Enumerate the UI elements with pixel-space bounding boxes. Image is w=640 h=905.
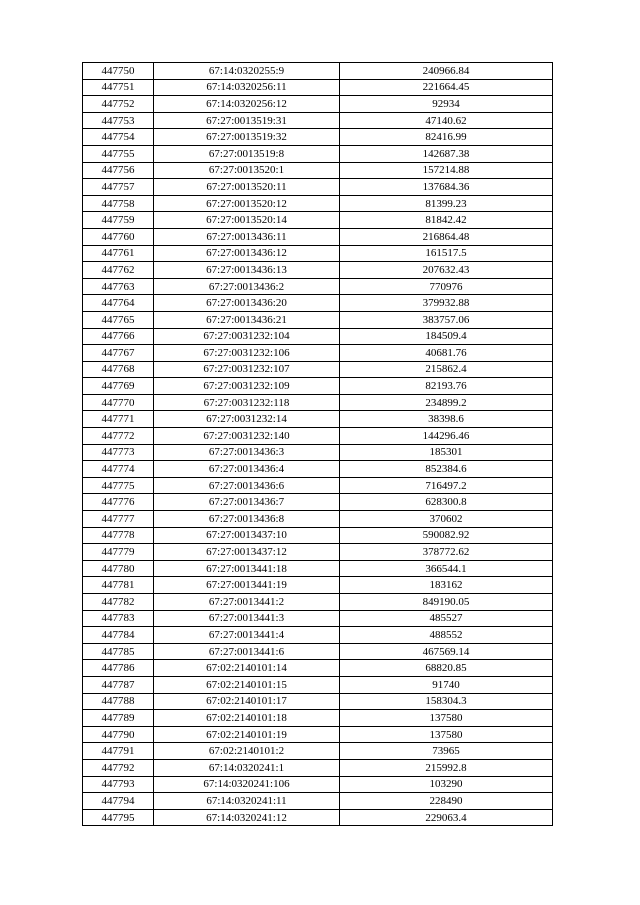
table-row (83, 179, 553, 196)
cadastral-number-cell: 67:14:0320241:1 (154, 759, 340, 776)
row-id-cell: 447765 (83, 311, 154, 328)
table-row (83, 511, 553, 528)
cadastral-number-cell: 67:27:0013436:7 (154, 494, 340, 511)
cadastral-number-cell: 67:02:2140101:14 (154, 660, 340, 677)
cadastral-number-cell: 67:27:0031232:118 (154, 394, 340, 411)
cadastral-number-cell: 67:02:2140101:17 (154, 693, 340, 710)
value-cell: 38398.6 (340, 411, 553, 428)
value-cell: 716497.2 (340, 477, 553, 494)
value-cell: 485527 (340, 610, 553, 627)
row-id-cell: 447757 (83, 179, 154, 196)
cadastral-number-cell: 67:27:0013436:12 (154, 245, 340, 262)
cadastral-number-cell: 67:27:0031232:14 (154, 411, 340, 428)
value-cell: 207632.43 (340, 262, 553, 279)
row-id-cell: 447793 (83, 776, 154, 793)
value-cell: 216864.48 (340, 228, 553, 245)
value-cell: 103290 (340, 776, 553, 793)
row-id-cell: 447760 (83, 228, 154, 245)
table-row (83, 262, 553, 279)
cadastral-number-cell: 67:27:0013520:14 (154, 212, 340, 229)
value-cell: 47140.62 (340, 112, 553, 129)
value-cell: 137684.36 (340, 179, 553, 196)
table-row (83, 743, 553, 760)
table-row (83, 759, 553, 776)
row-id-cell: 447792 (83, 759, 154, 776)
cadastral-number-cell: 67:14:0320241:106 (154, 776, 340, 793)
value-cell: 183162 (340, 577, 553, 594)
cadastral-number-cell: 67:14:0320256:12 (154, 96, 340, 113)
row-id-cell: 447778 (83, 527, 154, 544)
row-id-cell: 447755 (83, 145, 154, 162)
table-row (83, 544, 553, 561)
value-cell: 770976 (340, 278, 553, 295)
row-id-cell: 447759 (83, 212, 154, 229)
row-id-cell: 447753 (83, 112, 154, 129)
value-cell: 81399.23 (340, 195, 553, 212)
table-row (83, 494, 553, 511)
table-row (83, 461, 553, 478)
table-row (83, 361, 553, 378)
table-row (83, 328, 553, 345)
value-cell: 73965 (340, 743, 553, 760)
value-cell: 378772.62 (340, 544, 553, 561)
table-row (83, 726, 553, 743)
value-cell: 852384.6 (340, 461, 553, 478)
value-cell: 185301 (340, 444, 553, 461)
cadastral-number-cell: 67:02:2140101:18 (154, 710, 340, 727)
value-cell: 81842.42 (340, 212, 553, 229)
row-id-cell: 447769 (83, 378, 154, 395)
value-cell: 82193.76 (340, 378, 553, 395)
row-id-cell: 447768 (83, 361, 154, 378)
cadastral-number-cell: 67:27:0013436:21 (154, 311, 340, 328)
value-cell: 590082.92 (340, 527, 553, 544)
cadastral-number-cell: 67:27:0013436:13 (154, 262, 340, 279)
cadastral-number-cell: 67:27:0013436:2 (154, 278, 340, 295)
value-cell: 849190.05 (340, 594, 553, 611)
row-id-cell: 447794 (83, 793, 154, 810)
table-row (83, 245, 553, 262)
value-cell: 628300.8 (340, 494, 553, 511)
row-id-cell: 447779 (83, 544, 154, 561)
row-id-cell: 447786 (83, 660, 154, 677)
row-id-cell: 447762 (83, 262, 154, 279)
table-row (83, 96, 553, 113)
value-cell: 383757.06 (340, 311, 553, 328)
row-id-cell: 447790 (83, 726, 154, 743)
value-cell: 91740 (340, 676, 553, 693)
value-cell: 184509.4 (340, 328, 553, 345)
value-cell: 215992.8 (340, 759, 553, 776)
row-id-cell: 447750 (83, 63, 154, 80)
row-id-cell: 447764 (83, 295, 154, 312)
cadastral-number-cell: 67:27:0031232:109 (154, 378, 340, 395)
cadastral-number-cell: 67:02:2140101:2 (154, 743, 340, 760)
table-row (83, 63, 553, 80)
cadastral-number-cell: 67:27:0013441:6 (154, 643, 340, 660)
value-cell: 82416.99 (340, 129, 553, 146)
row-id-cell: 447782 (83, 594, 154, 611)
cadastral-number-cell: 67:14:0320241:12 (154, 809, 340, 826)
row-id-cell: 447754 (83, 129, 154, 146)
data-table (82, 62, 553, 826)
cadastral-number-cell: 67:27:0031232:106 (154, 345, 340, 362)
row-id-cell: 447761 (83, 245, 154, 262)
value-cell: 161517.5 (340, 245, 553, 262)
table-row (83, 577, 553, 594)
value-cell: 142687.38 (340, 145, 553, 162)
table-row (83, 145, 553, 162)
cadastral-number-cell: 67:27:0013436:3 (154, 444, 340, 461)
table-row (83, 228, 553, 245)
cadastral-number-cell: 67:27:0013436:4 (154, 461, 340, 478)
row-id-cell: 447756 (83, 162, 154, 179)
value-cell: 240966.84 (340, 63, 553, 80)
value-cell: 158304.3 (340, 693, 553, 710)
cadastral-number-cell: 67:27:0013436:20 (154, 295, 340, 312)
table-row (83, 643, 553, 660)
row-id-cell: 447767 (83, 345, 154, 362)
table-body (83, 63, 553, 826)
table-row (83, 444, 553, 461)
value-cell: 366544.1 (340, 560, 553, 577)
cadastral-number-cell: 67:27:0013436:11 (154, 228, 340, 245)
value-cell: 228490 (340, 793, 553, 810)
value-cell: 144296.46 (340, 428, 553, 445)
row-id-cell: 447772 (83, 428, 154, 445)
cadastral-number-cell: 67:27:0013436:6 (154, 477, 340, 494)
table-row (83, 428, 553, 445)
cadastral-number-cell: 67:27:0013520:1 (154, 162, 340, 179)
value-cell: 221664.45 (340, 79, 553, 96)
table-row (83, 660, 553, 677)
value-cell: 137580 (340, 726, 553, 743)
cadastral-number-cell: 67:14:0320241:11 (154, 793, 340, 810)
cadastral-number-cell: 67:27:0013519:8 (154, 145, 340, 162)
value-cell: 370602 (340, 511, 553, 528)
table-row (83, 809, 553, 826)
row-id-cell: 447777 (83, 511, 154, 528)
row-id-cell: 447788 (83, 693, 154, 710)
row-id-cell: 447787 (83, 676, 154, 693)
value-cell: 40681.76 (340, 345, 553, 362)
table-row (83, 560, 553, 577)
value-cell: 157214.88 (340, 162, 553, 179)
value-cell: 215862.4 (340, 361, 553, 378)
table-row (83, 610, 553, 627)
table-row (83, 378, 553, 395)
table-row (83, 295, 553, 312)
value-cell: 92934 (340, 96, 553, 113)
table-row (83, 311, 553, 328)
cadastral-number-cell: 67:02:2140101:19 (154, 726, 340, 743)
row-id-cell: 447784 (83, 627, 154, 644)
table-row (83, 129, 553, 146)
row-id-cell: 447795 (83, 809, 154, 826)
row-id-cell: 447780 (83, 560, 154, 577)
cadastral-number-cell: 67:27:0013436:8 (154, 511, 340, 528)
table-row (83, 112, 553, 129)
cadastral-number-cell: 67:27:0013519:32 (154, 129, 340, 146)
cadastral-number-cell: 67:27:0013437:10 (154, 527, 340, 544)
row-id-cell: 447773 (83, 444, 154, 461)
cadastral-number-cell: 67:27:0013519:31 (154, 112, 340, 129)
cadastral-number-cell: 67:14:0320255:9 (154, 63, 340, 80)
cadastral-number-cell: 67:27:0013437:12 (154, 544, 340, 561)
table-row (83, 527, 553, 544)
cadastral-number-cell: 67:27:0031232:140 (154, 428, 340, 445)
row-id-cell: 447758 (83, 195, 154, 212)
table-row (83, 278, 553, 295)
value-cell: 68820.85 (340, 660, 553, 677)
table-row (83, 477, 553, 494)
row-id-cell: 447789 (83, 710, 154, 727)
cadastral-number-cell: 67:27:0013441:18 (154, 560, 340, 577)
cadastral-number-cell: 67:14:0320256:11 (154, 79, 340, 96)
row-id-cell: 447774 (83, 461, 154, 478)
table-row (83, 627, 553, 644)
table-row (83, 394, 553, 411)
row-id-cell: 447752 (83, 96, 154, 113)
row-id-cell: 447763 (83, 278, 154, 295)
cadastral-number-cell: 67:27:0013441:3 (154, 610, 340, 627)
cadastral-number-cell: 67:02:2140101:15 (154, 676, 340, 693)
table-row (83, 195, 553, 212)
value-cell: 488552 (340, 627, 553, 644)
row-id-cell: 447776 (83, 494, 154, 511)
cadastral-number-cell: 67:27:0013441:4 (154, 627, 340, 644)
table-row (83, 345, 553, 362)
table-row (83, 162, 553, 179)
table-row (83, 793, 553, 810)
table-row (83, 710, 553, 727)
cadastral-number-cell: 67:27:0013520:12 (154, 195, 340, 212)
row-id-cell: 447751 (83, 79, 154, 96)
row-id-cell: 447783 (83, 610, 154, 627)
row-id-cell: 447775 (83, 477, 154, 494)
value-cell: 229063.4 (340, 809, 553, 826)
table-row (83, 212, 553, 229)
cadastral-number-cell: 67:27:0013441:2 (154, 594, 340, 611)
row-id-cell: 447791 (83, 743, 154, 760)
cadastral-number-cell: 67:27:0031232:104 (154, 328, 340, 345)
row-id-cell: 447785 (83, 643, 154, 660)
cadastral-number-cell: 67:27:0031232:107 (154, 361, 340, 378)
row-id-cell: 447771 (83, 411, 154, 428)
table-row (83, 79, 553, 96)
table-row (83, 411, 553, 428)
value-cell: 379932.88 (340, 295, 553, 312)
value-cell: 467569.14 (340, 643, 553, 660)
table-row (83, 693, 553, 710)
table-row (83, 594, 553, 611)
table-row (83, 676, 553, 693)
cadastral-number-cell: 67:27:0013520:11 (154, 179, 340, 196)
value-cell: 137580 (340, 710, 553, 727)
row-id-cell: 447770 (83, 394, 154, 411)
row-id-cell: 447766 (83, 328, 154, 345)
row-id-cell: 447781 (83, 577, 154, 594)
table-row (83, 776, 553, 793)
cadastral-number-cell: 67:27:0013441:19 (154, 577, 340, 594)
value-cell: 234899.2 (340, 394, 553, 411)
